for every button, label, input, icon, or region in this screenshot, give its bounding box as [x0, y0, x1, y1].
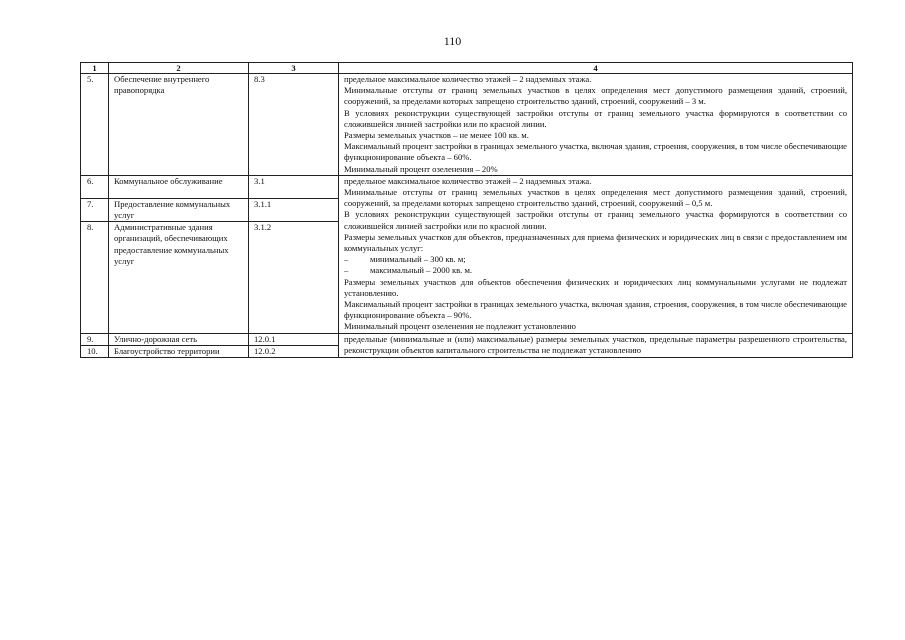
regulation-paragraph: предельные (минимальные и (или) максимальные) размеры земельных участков, предельные параметры разрешенного строительства, реконструкции объектов капитального строительства не подлежат установлению	[344, 333, 847, 355]
regulation-paragraph: Минимальные отступы от границ земельных участков в целях определения мест допустимого размещения зданий, строений, сооружений, за пределами которых запрещено строительство зданий, строений, сооружений – 0,5 м.	[344, 187, 847, 209]
header-cell: 4	[339, 63, 853, 74]
regulation-paragraph: В условиях реконструкции существующей застройки отступы от границ земельного участка формируются в соответствии со сложившейся линией застройки или по красной линии.	[344, 107, 847, 129]
list-dash: –	[344, 254, 349, 265]
use-type-code: 12.0.1	[249, 333, 339, 345]
table-row	[81, 175, 853, 198]
regulation-paragraph: Минимальный процент озеленения не подлежит установлению	[344, 321, 576, 332]
table-header-row	[81, 63, 853, 74]
list-item-text: максимальный – 2000 кв. м.	[370, 265, 473, 276]
regulation-text	[339, 74, 853, 176]
header-cell: 2	[109, 63, 249, 74]
use-type-name: Обеспечение внутреннего правопорядка	[109, 74, 249, 176]
list-item	[344, 254, 847, 265]
use-type-name: Улично-дорожная сеть	[109, 333, 249, 345]
use-type-code: 12.0.2	[249, 345, 339, 357]
regulation-paragraph: предельное максимальное количество этажей – 2 надземных этажа.	[344, 175, 592, 186]
regulation-paragraph: Размеры земельных участков для объектов, предназначенных для приема физических и юридических лиц в связи с предоставлением им коммунальных услуг:	[344, 231, 847, 254]
regulation-paragraph: В условиях реконструкции существующей застройки отступы от границ земельного участка формируются в соответствии со сложившейся линией застройки или по красной линии.	[344, 209, 847, 231]
use-type-code: 3.1.1	[249, 198, 339, 221]
row-number: 7.	[81, 198, 109, 221]
list-item-text: минимальный – 300 кв. м;	[370, 254, 466, 265]
list-item	[344, 265, 847, 276]
use-type-code: 3.1.2	[249, 222, 339, 333]
table-row	[81, 74, 853, 176]
use-type-code: 3.1	[249, 175, 339, 198]
use-type-name: Предоставление коммунальных услуг	[109, 198, 249, 221]
regulation-text	[339, 175, 853, 333]
row-number: 8.	[81, 222, 109, 333]
regulation-paragraph: предельное максимальное количество этажей – 2 надземных этажа.	[344, 74, 592, 84]
regulation-paragraph: Минимальные отступы от границ земельных участков в целях определения мест допустимого размещения зданий, строений, сооружений, за пределами которых запрещено строительство зданий, строений, сооружений – 3 м.	[344, 85, 847, 107]
regulation-paragraph: Максимальный процент застройки в границах земельного участка, включая здания, строения, сооружения, в том числе обеспечивающие функционирование объекта – 90%.	[344, 299, 847, 321]
page-number: 110	[443, 34, 462, 48]
header-cell: 1	[81, 63, 109, 74]
row-number: 10.	[81, 345, 109, 357]
regulations-table	[80, 62, 853, 358]
regulation-paragraph: Минимальный процент озеленения – 20%	[344, 163, 498, 174]
table-row	[81, 333, 853, 345]
row-number: 9.	[81, 333, 109, 345]
use-type-name: Благоустройство территории	[109, 345, 249, 357]
regulation-paragraph: Размеры земельных участков – не менее 100 кв. м.	[344, 130, 529, 141]
header-cell: 3	[249, 63, 339, 74]
regulation-paragraph: Максимальный процент застройки в границах земельного участка, включая здания, строения, сооружения, в том числе обеспечивающие функционирование объекта – 60%.	[344, 141, 847, 163]
row-number: 5.	[81, 74, 109, 176]
use-type-code: 8.3	[249, 74, 339, 176]
list-dash: –	[344, 265, 349, 276]
use-type-name: Административные здания организаций, обеспечивающих предоставление коммунальных услуг	[109, 222, 249, 333]
regulation-text	[339, 333, 853, 357]
use-type-name: Коммунальное обслуживание	[109, 175, 249, 198]
regulation-paragraph: Размеры земельных участков для объектов обеспечения физических и юридических лиц коммунальными услугами не подлежат установлению.	[344, 276, 847, 298]
row-number: 6.	[81, 175, 109, 198]
